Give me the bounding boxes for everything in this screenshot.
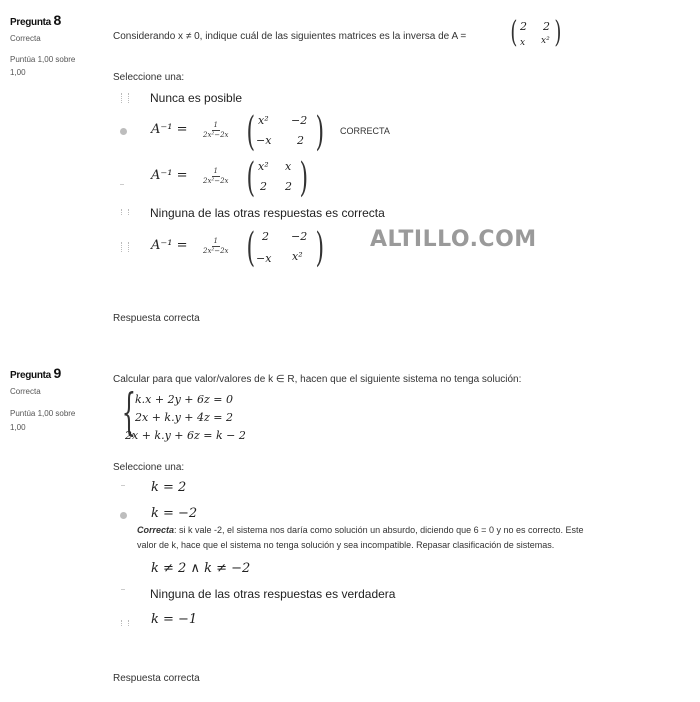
matrix-cell: x² <box>258 160 269 173</box>
fraction-denominator: 2x²−2x <box>203 131 229 139</box>
question-number: 8 <box>53 12 61 28</box>
radio-option-1[interactable] <box>121 485 125 486</box>
fraction-denominator: 2x²−2x <box>203 247 229 255</box>
explanation-text: : si k vale -2, el sistema nos daría como solución un absurdo, diciendo que 6 = 0 y no es correcto. Este <box>174 525 584 535</box>
option-4-label[interactable]: Ninguna de las otras respuestas es correcta <box>150 206 385 220</box>
question-label: Pregunta <box>10 17 51 28</box>
matrix-cell: −x <box>256 134 272 147</box>
select-label: Seleccione una: <box>113 462 185 473</box>
option-4-label[interactable]: Ninguna de las otras respuestas es verdadera <box>150 587 396 601</box>
matrix-a-left-paren: ( <box>510 15 518 50</box>
option-2-fraction <box>203 121 228 140</box>
system-brace: { <box>121 383 137 441</box>
radio-option-4[interactable] <box>121 209 129 215</box>
matrix-cell: 2 <box>297 134 304 147</box>
matrix-right-paren: ) <box>315 109 325 155</box>
question-number: 9 <box>53 365 61 381</box>
question-status: Correcta <box>10 34 41 43</box>
explanation-line-1 <box>137 523 677 538</box>
radio-option-4[interactable] <box>121 589 125 590</box>
question-score: Puntúa 1,00 sobre <box>10 55 76 64</box>
feedback-text: Respuesta correcta <box>113 673 200 684</box>
matrix-cell: x <box>285 160 292 173</box>
correct-tag: CORRECTA <box>340 126 390 136</box>
radio-option-2-selected[interactable] <box>120 512 127 519</box>
matrix-cell: 2 <box>262 230 269 243</box>
question-label: Pregunta <box>10 370 51 381</box>
option-2-label[interactable]: k = −2 <box>151 506 198 521</box>
explanation-line-2: valor de k, hace que el sistema no tenga solución y sea incompatible. Repasar clasificación de sistemas. <box>137 540 555 550</box>
radio-option-5[interactable] <box>121 242 129 252</box>
matrix-cell: 2 <box>260 180 267 193</box>
question-status: Correcta <box>10 387 41 396</box>
radio-option-3[interactable] <box>120 184 124 185</box>
option-5-lhs[interactable]: A⁻¹ = <box>151 238 188 253</box>
system-equation-2: 2x + k.y + 4z = 2 <box>135 411 234 424</box>
matrix-left-paren: ( <box>246 225 256 271</box>
option-5-label[interactable]: k = −1 <box>151 612 198 627</box>
system-equation-1: k.x + 2y + 6z = 0 <box>135 393 234 406</box>
option-2-lhs[interactable]: A⁻¹ = <box>151 122 188 137</box>
explanation-label: Correcta <box>137 525 175 535</box>
select-label: Seleccione una: <box>113 72 185 83</box>
fraction-denominator: 2x²−2x <box>203 177 229 185</box>
option-5-fraction <box>203 237 228 256</box>
fraction-numerator: 1 <box>213 121 218 129</box>
question-score-max: 1,00 <box>10 423 26 432</box>
option-1-label[interactable]: Nunca es posible <box>150 91 243 105</box>
matrix-a-cell: 2 <box>543 20 550 33</box>
option-3-fraction <box>203 167 228 186</box>
question-text: Considerando x ≠ 0, indique cuál de las siguientes matrices es la inversa de A = <box>113 31 467 42</box>
matrix-cell: −2 <box>291 230 308 243</box>
option-1-label[interactable]: k = 2 <box>151 480 187 495</box>
option-3-lhs[interactable]: A⁻¹ = <box>151 168 188 183</box>
feedback-text: Respuesta correcta <box>113 313 200 324</box>
radio-option-1[interactable] <box>121 93 129 103</box>
matrix-cell: x² <box>292 250 303 263</box>
watermark-logo: ALTILLO.COM <box>370 227 537 252</box>
matrix-right-paren: ) <box>299 155 309 201</box>
fraction-numerator: 1 <box>213 167 218 175</box>
option-3-label[interactable]: k ≠ 2 ∧ k ≠ −2 <box>151 561 251 576</box>
matrix-cell: x² <box>258 114 269 127</box>
radio-option-5[interactable] <box>121 620 129 626</box>
fraction-numerator: 1 <box>213 237 218 245</box>
matrix-a-cell: x <box>520 38 526 48</box>
matrix-left-paren: ( <box>246 109 256 155</box>
matrix-cell: 2 <box>285 180 292 193</box>
matrix-left-paren: ( <box>246 155 256 201</box>
question-9-header <box>10 365 61 381</box>
matrix-right-paren: ) <box>315 225 325 271</box>
matrix-cell: −2 <box>291 114 308 127</box>
question-score-max: 1,00 <box>10 68 26 77</box>
radio-option-2-selected[interactable] <box>120 128 127 135</box>
question-text: Calcular para que valor/valores de k ∈ R, hacen que el siguiente sistema no tenga solución: <box>113 374 522 385</box>
matrix-a-cell: 2 <box>520 20 527 33</box>
question-8-header <box>10 12 61 28</box>
matrix-a-cell: x² <box>541 36 550 46</box>
matrix-cell: −x <box>256 252 272 265</box>
question-score: Puntúa 1,00 sobre <box>10 409 76 418</box>
system-equation-3: 2x + k.y + 6z = k − 2 <box>125 429 246 442</box>
matrix-a-right-paren: ) <box>554 15 562 50</box>
